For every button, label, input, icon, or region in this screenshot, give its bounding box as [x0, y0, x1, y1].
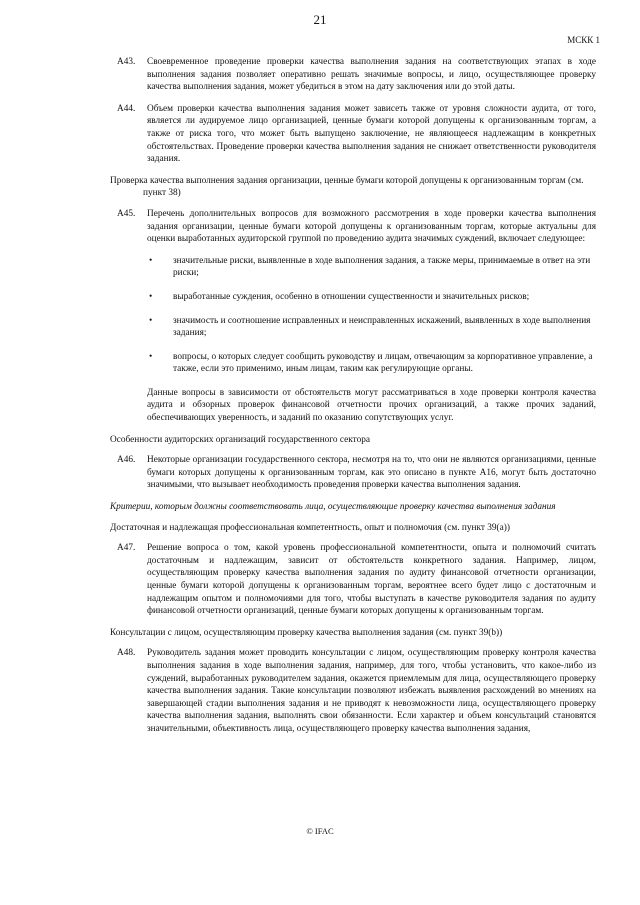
- paragraph-text: Своевременное проведение проверки качества выполнения задания на соответствующих этапах в ходе выполнения задания позволяет оперативно решать значимые вопросы, и лицо, осуществляющее проверку качества выполнения задания, может убедиться в этом на дату заключения или до этой даты.: [147, 57, 596, 93]
- paragraph-number: A48.: [117, 648, 136, 659]
- paragraph-number: A43.: [117, 57, 136, 67]
- bullet-icon: •: [149, 255, 153, 266]
- paragraph-a47: [112, 542, 596, 618]
- list-item: • вопросы, о которых следует сообщить руководству и лицам, отвечающим за корпоративное управление, а также, если это применимо, иным лицам, таким как регулирующие органы.: [149, 351, 593, 375]
- subsection-heading-competence: Достаточная и надлежащая профессиональная компетентность, опыт и полномочия (см. пункт 39(a)): [110, 522, 510, 533]
- paragraph-number: A47.: [117, 543, 136, 554]
- section-heading-reviewer-criteria: Критерии, которым должны соответствовать лица, осуществляющие проверку качества выполнения задания: [110, 502, 556, 513]
- bullet-list: [112, 255, 596, 376]
- paragraph-text: Перечень дополнительных вопросов для возможного рассмотрения в ходе проверки качества выполнения задания организации, ценные бумаги которой допущены к организованным торгам, которые актуальны для оценки выработанных аудиторской группой по проведению аудита значимых суждений, включает следующее:: [147, 208, 596, 245]
- paragraph-number: A44.: [117, 103, 136, 114]
- paragraph-text: Решение вопроса о том, какой уровень профессиональной компетентности, опыта и полномочий считать достаточным и надлежащим, зависит от обстоятельств конкретного задания. Например, лицом, осуществляющим проверку качества выполнения задания по аудиту финансовой отчетности организации, ценные бумаги которой допущены к организованным торгам, вероятнее всего будет лицо с достаточным и надлежащим опытом и полномочиями для того, чтобы выступать в качестве руководителя задания по аудиту финансовой отчетности организаций, ценные бумаги которых допущены к организованным торгам.: [147, 543, 596, 617]
- paragraph-number: A45.: [117, 208, 136, 219]
- paragraph-a43: [112, 56, 596, 94]
- paragraph-text: Объем проверки качества выполнения задания может зависеть также от уровня сложности аудита, от того, является ли аудируемое лицо организацией, ценные бумаги которой допущены к организованным торгам, а также от риска того, что может быть выпущено заключение, не являющееся надлежащим в конкретных обстоятельствах. Проведение проверки качества выполнения задания не снижает ответственности руководителя задания.: [147, 103, 596, 165]
- list-item: • значимость и соотношение исправленных и неисправленных искажений, выявленных в ходе выполнения задания;: [149, 315, 591, 339]
- paragraph-text: Руководитель задания может проводить консультации с лицом, осуществляющим проверку контроля качества выполнения задания в ходе выполнения задания, например, для того, чтобы установить, что какое-либо из суждений, выработанных руководителем задания, окажется приемлемым для лица, осуществляющего проверку качества выполнения задания. Такие консультации позволяют избежать выявления расхождений во мнениях на завершающей стадии выполнения задания и не приводят к невозможности лица, осуществляющего проверку качества выполнения задания, выполнять свои обязанности. Если характер и объем консультаций становятся значительными, объективность лица, осуществляющего проверку качества выполнения задания,: [147, 648, 596, 734]
- copyright-footer: © IFAC: [306, 826, 334, 836]
- list-item: • выработанные суждения, особенно в отношении существенности и значительных рисков;: [149, 291, 530, 302]
- paragraph-text: Некоторые организации государственного сектора, несмотря на то, что они не являются организациями, ценные бумаги которых допущены к организованным торгам, как это описано в пункте A16, могут быть достаточно значимыми, что вызывает необходимость проведения проверки качества выполнения задания.: [147, 455, 596, 491]
- subsection-heading-consultation: Консультации с лицом, осуществляющим проверку качества выполнения задания (см. пункт 39(b)): [110, 627, 503, 638]
- paragraph-a48: [112, 647, 596, 735]
- paragraph-a44: [112, 103, 596, 166]
- bullet-icon: •: [149, 315, 153, 326]
- list-item: • значительные риски, выявленные в ходе выполнения задания, а также меры, принимаемые в ответ на эти риски;: [149, 255, 591, 279]
- paragraph-number: A46.: [117, 455, 136, 466]
- bullet-icon: •: [149, 291, 153, 302]
- document-body: [112, 56, 596, 745]
- paragraph-a45: [112, 208, 596, 246]
- standard-header-tag: МСКК 1: [567, 35, 600, 45]
- section-heading-public-sector: Особенности аудиторских организаций государственного сектора: [110, 434, 370, 445]
- section-heading-listed-entity-review: Проверка качества выполнения задания организации, ценные бумаги которой допущены к организованным торгам (см. пункт 38): [110, 175, 584, 199]
- bullet-icon: •: [149, 351, 153, 362]
- paragraph-a45-continuation: Данные вопросы в зависимости от обстоятельств могут рассматриваться в ходе проверки контроля качества аудита и обзорных проверок финансовой отчетности прочих организаций, а также прочих заданий, обеспечивающих уверенность, и заданий по оказанию сопутствующих услуг.: [147, 387, 596, 424]
- page-number: 21: [313, 12, 327, 27]
- paragraph-a46: [112, 454, 596, 492]
